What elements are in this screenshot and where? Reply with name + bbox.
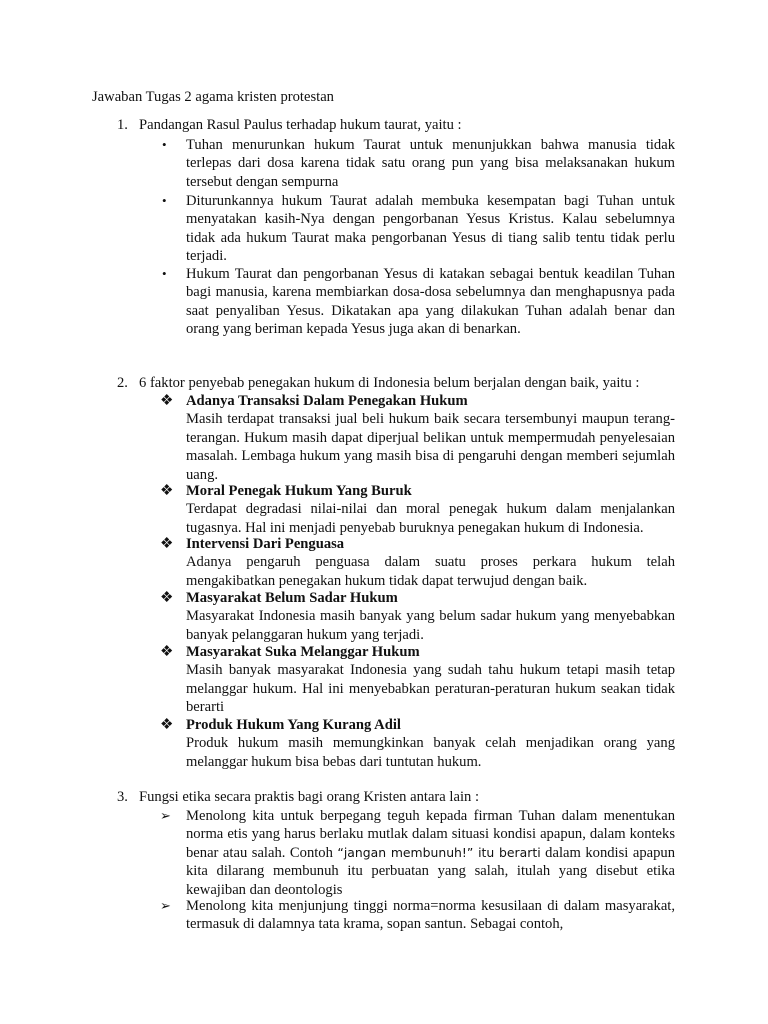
list-item-text: Menolong kita untuk berpegang teguh kepada firman Tuhan dalam menentukan norma etis yang harus berlaku mutlak dalam situasi kondisi apapun, dalam konteks benar atau salah. Contoh: [186, 808, 675, 861]
item-heading: Produk Hukum Yang Kurang Adil: [186, 717, 401, 733]
list-item-text: Tuhan menurunkan hukum Taurat untuk menunjukkan bahwa manusia tidak terlepas dari dosa karena tidak satu orang pun yang bisa melaksanakan hukum tersebut dengan sempurna: [186, 137, 675, 190]
list-item: [160, 482, 675, 537]
bullet-icon: •: [162, 193, 167, 208]
example-quote: “jangan membunuh!” itu berarti: [337, 844, 541, 860]
list-item-text: Diturunkannya hukum Taurat adalah membuka kesempatan bagi Tuhan untuk menyatakan kasih-Nya dengan pengorbanan Yesus Kristus. Kalau sebelumnya tidak ada hukum Taurat maka pengorbanan Yesus di tiang salib tentu tidak perlu terjadi.: [186, 193, 675, 265]
diamond-bullet-icon: ❖: [160, 717, 174, 733]
diamond-bullet-icon: ❖: [160, 483, 174, 499]
section-number: 2.: [117, 375, 128, 391]
bullet-icon: •: [162, 266, 167, 281]
list-item-text: Hukum Taurat dan pengorbanan Yesus di katakan sebagai bentuk keadilan Tuhan bagi manusia, karena membiarkan dosa-dosa sebelumnya dan menghapusnya pada saat penyaliban Yesus. Dikatakan apa yang dilakukan Tuhan adalah benar dan orang yang beriman kepada Yesus juga akan di benarkan.: [186, 266, 675, 338]
list-item: [160, 643, 675, 717]
diamond-bullet-icon: ❖: [160, 644, 174, 660]
list-item: [160, 192, 675, 266]
diamond-bullet-icon: ❖: [160, 590, 174, 606]
section-heading-text: Fungsi etika secara praktis bagi orang Kristen antara lain :: [139, 789, 480, 805]
list-item: [160, 589, 675, 644]
item-heading: Masyarakat Suka Melanggar Hukum: [186, 644, 420, 660]
item-heading: Moral Penegak Hukum Yang Buruk: [186, 483, 412, 499]
section-heading-text: 6 faktor penyebab penegakan hukum di Indonesia belum berjalan dengan baik, yaitu :: [139, 375, 640, 391]
diamond-bullet-icon: ❖: [160, 536, 174, 552]
section-number: 1.: [117, 117, 128, 133]
list-item: [160, 716, 675, 771]
item-heading: Adanya Transaksi Dalam Penegakan Hukum: [186, 393, 468, 409]
section-heading-text: Pandangan Rasul Paulus terhadap hukum taurat, yaitu :: [139, 117, 462, 133]
list-item-text: Produk hukum masih memungkinkan banyak celah menjadikan orang yang melanggar hukum bisa bebas dari tuntutan hukum.: [186, 735, 675, 770]
list-item-text: Menolong kita menjunjung tinggi norma=norma kesusilaan di dalam masyarakat, termasuk di dalamnya tata krama, sopan santun. Sebagai contoh,: [186, 898, 675, 933]
list-item: [160, 392, 675, 484]
item-heading: Intervensi Dari Penguasa: [186, 536, 345, 552]
item-heading: Masyarakat Belum Sadar Hukum: [186, 590, 398, 606]
list-item: [160, 265, 675, 339]
list-item-text: Masyarakat Indonesia masih banyak yang belum sadar hukum yang menyebabkan banyak pelanggaran hukum yang terjadi.: [186, 608, 675, 643]
list-item-text: Masih terdapat transaksi jual beli hukum baik secara tersembunyi maupun terang-terangan. Hukum masih dapat diperjual belikan untuk mempermudah penyelesaian masalah. Lembaga hukum yang masih bisa di pengaruhi dengan memberi sejumlah uang.: [186, 411, 675, 483]
list-item: [160, 535, 675, 590]
list-item: [160, 807, 675, 899]
arrow-bullet-icon: ➢: [160, 898, 171, 913]
list-item: [160, 136, 675, 191]
list-item-text: Adanya pengaruh penguasa dalam suatu proses perkara hukum telah mengakibatkan penegakan hukum tidak dapat terwujud dengan baik.: [186, 554, 675, 589]
bullet-icon: •: [162, 137, 167, 152]
arrow-bullet-icon: ➢: [160, 808, 171, 823]
diamond-bullet-icon: ❖: [160, 393, 174, 409]
list-item-text-continued: dalam kondisi apapun kita dilarang membunuh itu perbuatan yang salah, itulah yang disebut etika kewajiban dan deontologis: [186, 844, 675, 898]
list-item-text: Terdapat degradasi nilai-nilai dan moral penegak hukum dalam menjalankan tugasnya. Hal ini menjadi penyebab buruknya penegakan hukum di Indonesia.: [186, 501, 675, 536]
document-title: Jawaban Tugas 2 agama kristen protestan: [92, 89, 334, 105]
list-item: [160, 897, 675, 934]
list-item-text: Masih banyak masyarakat Indonesia yang sudah tahu hukum tetapi masih tetap melanggar hukum. Hal ini menyebabkan peraturan-peraturan hukum seakan tidak berarti: [186, 662, 675, 716]
section-number: 3.: [117, 789, 128, 805]
